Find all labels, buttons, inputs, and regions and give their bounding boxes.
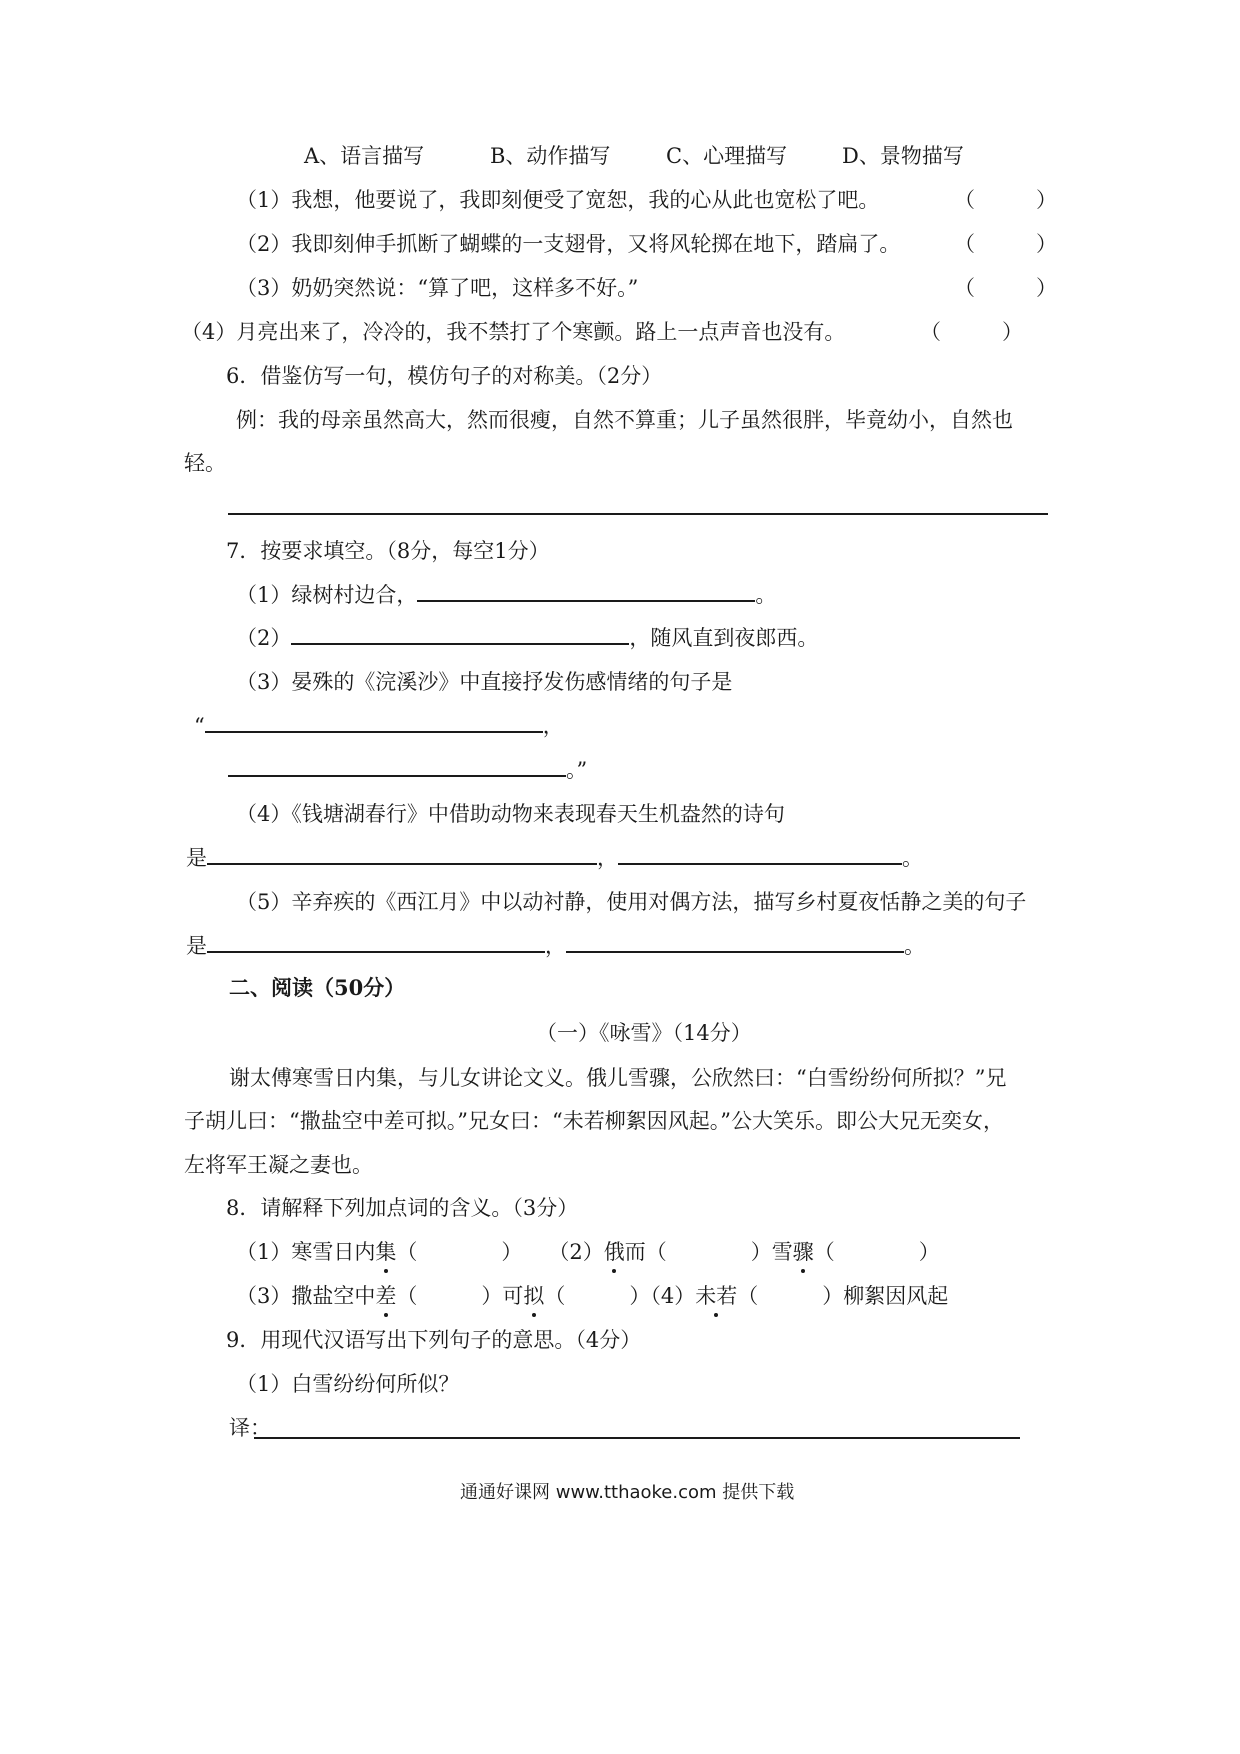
q6-title: 6．借鉴仿写一句，模仿句子的对称美。（2分） [226,364,663,388]
paren-open: （ [544,1284,566,1308]
answer-blank[interactable] [207,931,545,953]
q6-example-cont: 轻。 [184,451,226,475]
word-prefix: （1）寒雪日内 [236,1240,376,1264]
passage-line-2: 子胡儿曰：“撒盐空中差可拟。”兄女曰：“未若柳絮因风起。”公大笑乐。即公大兄无奕女， [184,1109,1004,1133]
close-quote: 。” [566,758,588,782]
answer-blank[interactable] [618,843,902,865]
dotted-word: 差 [375,1281,396,1311]
q7-item-4: （4）《钱塘湖春行》中借助动物来表现春天生机盎然的诗句 [236,802,785,826]
paren-open: （ [813,1240,835,1264]
answer-blank[interactable] [205,711,543,733]
period: 。 [904,934,925,958]
q7-item-4-answer [186,843,923,873]
passage-line-1: 谢太傅寒雪日内集，与儿女讲论文义。俄儿雪骤，公欣然曰：“白雪纷纷何所拟？”兄 [229,1066,1007,1090]
q6-answer-line[interactable] [228,513,1048,515]
q7-item-3-line2 [228,755,587,785]
paren-close: ） [1002,320,1023,344]
option-c: C、心理描写 [666,144,788,168]
paren-open: （ [954,188,975,212]
paren-close: ） [1036,188,1057,212]
answer-blank[interactable] [291,623,629,645]
word-prefix: （2） [548,1240,604,1264]
q5-item-4: （4）月亮出来了，冷冷的，我不禁打了个寒颤。路上一点声音也没有。 [181,320,846,344]
dotted-word: 骤 [793,1237,814,1267]
answer-blank[interactable] [207,843,597,865]
paren-open: （ [954,232,975,256]
answer-blank[interactable] [417,580,755,602]
q9-item-1: （1）白雪纷纷何所似？ [236,1372,460,1396]
paren-close: ） [1036,276,1057,300]
paren-open: （ [396,1240,418,1264]
word-prefix: （4） [650,1284,696,1308]
q8-row-1 [236,1237,940,1267]
q5-item-3: （3）奶奶突然说：“算了吧，这样多不好。” [236,276,639,300]
paren-open: （ [737,1284,759,1308]
q5-item-2: （2）我即刻伸手抓断了蝴蝶的一支翅骨，又将风轮掷在地下，踏扁了。 [236,232,901,256]
paren-close: ） [629,1284,651,1308]
page-footer: 通通好课网 www.tthaoke.com 提供下载 [460,1482,795,1503]
paren-open: （ [920,320,941,344]
passage-line-3: 左将军王凝之妻也。 [184,1153,373,1177]
paren-close: ） [1036,232,1057,256]
comma: ， [597,846,618,870]
q7-item-1-suffix: 。 [755,583,777,607]
translation-answer-line[interactable] [254,1437,1020,1439]
word-suffix: 而 [624,1240,646,1264]
answer-blank[interactable] [228,755,566,777]
q7-title: 7．按要求填空。（8分，每空1分） [226,539,550,563]
dotted-word: 拟 [523,1281,544,1311]
passage-title: （一）《咏雪》（14分） [536,1021,752,1045]
option-d: D、景物描写 [842,144,964,168]
paren-close: ） [750,1240,772,1264]
q7-item-5-answer [186,931,925,961]
paren-open: （ [396,1284,418,1308]
dotted-word: 俄 [604,1237,625,1267]
word-prefix: 雪 [771,1240,793,1264]
word-prefix: （3）撒盐空中 [236,1284,376,1308]
dotted-word: 未若 [695,1281,737,1311]
q5-item-1: （1）我想，他要说了，我即刻便受了宽恕，我的心从此也宽松了吧。 [236,188,880,212]
option-b: B、动作描写 [490,144,611,168]
translation-label: 译： [229,1416,271,1440]
paren-close: ） [918,1240,940,1264]
q7-item-1 [236,580,776,610]
shi-label: 是 [186,934,207,958]
q8-row-2 [236,1281,948,1311]
q7-item-5: （5）辛弃疾的《西江月》中以动衬静，使用对偶方法，描写乡村夏夜恬静之美的句子 [236,890,1027,914]
comma: ， [542,714,564,738]
period: 。 [902,846,923,870]
q9-title: 9．用现代汉语写出下列句子的意思。（4分） [226,1328,642,1352]
word-prefix: 可 [502,1284,524,1308]
paren-open: （ [954,276,975,300]
q6-example: 例：我的母亲虽然高大，然而很瘦，自然不算重；儿子虽然很胖，毕竟幼小，自然也 [236,408,1013,432]
paren-close: ） [481,1284,503,1308]
paren-close: ） [822,1284,844,1308]
word-suffix: 柳絮因风起 [843,1284,949,1308]
q7-item-1-prefix: （1）绿树村边合， [236,583,418,607]
q7-item-3-line1 [194,711,564,741]
q7-item-2-suffix: ，随风直到夜郎西。 [629,626,819,650]
q8-title: 8．请解释下列加点词的含义。（3分） [226,1196,579,1220]
q7-item-3: （3）晏殊的《浣溪沙》中直接抒发伤感情绪的句子是 [236,670,733,694]
dotted-word: 集 [375,1237,396,1267]
open-quote: “ [194,714,205,738]
comma: ， [545,934,566,958]
section-heading: 二、阅读（50分） [229,975,406,1000]
paren-close: ） [501,1240,523,1264]
answer-blank[interactable] [566,931,904,953]
option-a: A、语言描写 [304,144,425,168]
paren-open: （ [645,1240,667,1264]
q7-item-2 [236,623,818,653]
shi-label: 是 [186,846,207,870]
q7-item-2-prefix: （2） [236,626,292,650]
